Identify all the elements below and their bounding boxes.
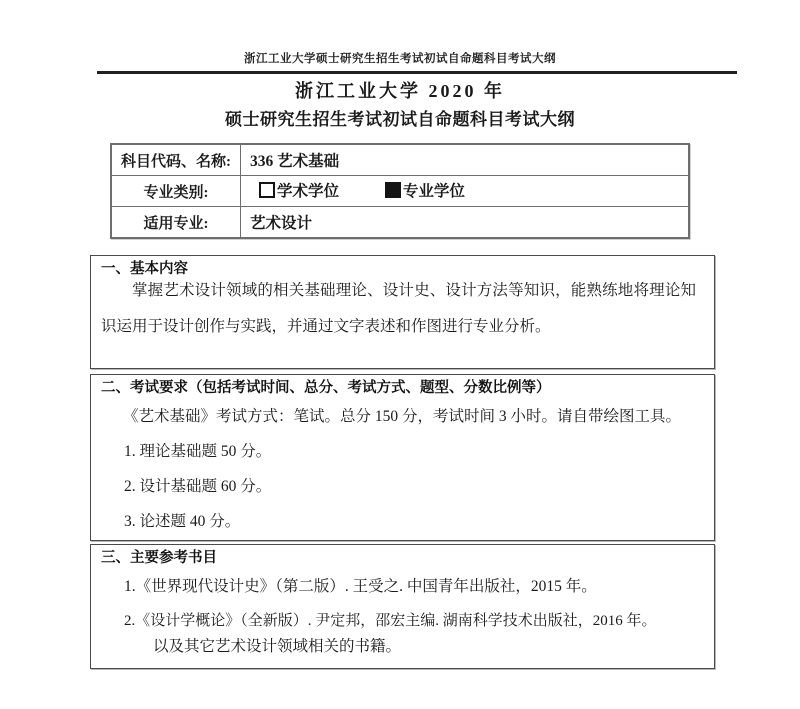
list-item: 3. 论述题 40 分。 <box>124 513 241 530</box>
exam-method-line: 《艺术基础》考试方式：笔试。总分 150 分，考试时间 3 小时。请自带绘图工具。 <box>123 408 682 425</box>
degree-category-value <box>241 176 690 207</box>
table-row-degree-category <box>111 176 689 207</box>
checkbox-unchecked-icon <box>259 182 275 198</box>
header-divider <box>97 71 737 74</box>
academic-degree-option <box>259 179 339 201</box>
academic-degree-option-label: 学术学位 <box>277 183 340 200</box>
section-heading: 三、主要参考书目 <box>101 550 217 566</box>
table-row-subject-code <box>111 144 689 176</box>
section-paragraph: 掌握艺术设计领域的相关基础理论、设计史、设计方法等知识，能熟练地将理论知识运用于设计创作与实践，并通过文字表述和作图进行专业分析。 <box>101 282 696 335</box>
degree-category-label: 专业类别: <box>111 176 241 207</box>
subject-info-table <box>110 143 690 239</box>
subject-code-value: 336 艺术基础 <box>241 144 690 176</box>
document-title-line1: 浙江工业大学 2020 年 <box>295 81 505 101</box>
professional-degree-option <box>385 179 465 201</box>
section-references <box>90 544 715 669</box>
reference-item: 2.《设计学概论》（全新版）. 尹定邦，邵宏主编. 湖南科学技术出版社，2016 年。 <box>124 613 657 629</box>
applicable-major-value: 艺术设计 <box>241 207 690 239</box>
section-heading: 一、基本内容 <box>101 261 188 277</box>
list-item: 2. 设计基础题 60 分。 <box>124 478 272 495</box>
section-exam-requirements <box>90 374 715 541</box>
section-basic-content <box>90 255 715 369</box>
table-row-applicable-major <box>111 207 689 239</box>
list-item: 1. 理论基础题 50 分。 <box>124 443 272 460</box>
section-heading: 二、考试要求（包括考试时间、总分、考试方式、题型、分数比例等） <box>101 380 551 396</box>
reference-item: 1.《世界现代设计史》（第二版）. 王受之. 中国青年出版社，2015 年。 <box>124 578 597 595</box>
running-header-note: 浙江工业大学硕士研究生招生考试初试自命题科目考试大纲 <box>244 53 556 65</box>
applicable-major-label: 适用专业: <box>111 207 241 239</box>
subject-code-label: 科目代码、名称: <box>111 144 241 176</box>
document-title-line2: 硕士研究生招生考试初试自命题科目考试大纲 <box>225 110 575 129</box>
checkbox-checked-icon <box>385 182 401 198</box>
reference-item-continuation: 以及其它艺术设计领域相关的书籍。 <box>153 638 402 655</box>
professional-degree-option-label: 专业学位 <box>402 183 465 200</box>
